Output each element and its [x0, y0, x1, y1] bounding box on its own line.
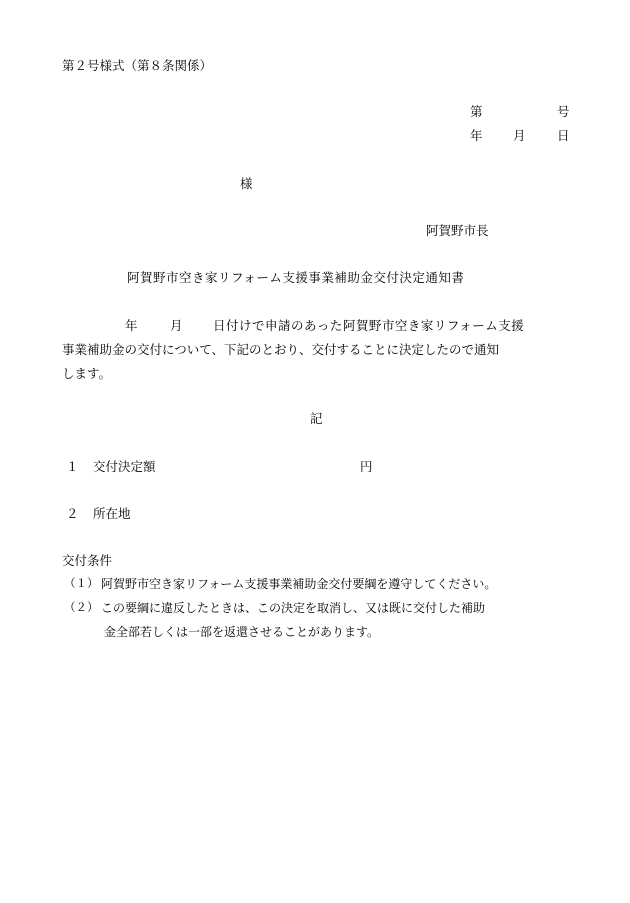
doc-number-prefix: 第	[470, 104, 483, 119]
condition-1-text: 阿賀野市空き家リフォーム支援事業補助金交付要綱を遵守してください。	[101, 577, 497, 591]
body-year: 年	[125, 318, 138, 333]
doc-number-suffix: 号	[557, 104, 570, 119]
condition-1-number: （１）	[64, 576, 99, 590]
body-line-3: します。	[62, 366, 112, 381]
form-label: 第２号様式（第８条関係）	[62, 58, 213, 73]
conditions-heading: 交付条件	[62, 553, 113, 568]
item-1-label: 交付決定額	[93, 459, 156, 474]
addressee-suffix: 様	[240, 176, 253, 191]
condition-2-text: この要綱に違反したときは、この決定を取消し、又は既に交付した補助	[101, 601, 486, 615]
item-2-label: 所在地	[93, 506, 131, 521]
ki-heading: 記	[310, 411, 323, 426]
item-1-unit: 円	[360, 459, 373, 474]
item-2-number: ２	[66, 506, 79, 521]
body-line-2: 事業補助金の交付について、下記のとおり、交付することに決定したので通知	[62, 342, 500, 357]
document-title: 阿賀野市空き家リフォーム支援事業補助金交付決定通知書	[127, 270, 465, 285]
body-line-1: 日付けで申請のあった阿賀野市空き家リフォーム支援	[213, 318, 525, 333]
date-day: 日	[557, 128, 570, 143]
issuer: 阿賀野市長	[426, 223, 489, 238]
date-year: 年	[470, 128, 483, 143]
item-1-number: １	[66, 459, 79, 474]
condition-2-text-continued: 金全部若しくは一部を返還させることがあります。	[104, 625, 380, 639]
body-month: 月	[170, 318, 183, 333]
condition-2-number: （２）	[64, 600, 99, 614]
date-month: 月	[513, 128, 526, 143]
